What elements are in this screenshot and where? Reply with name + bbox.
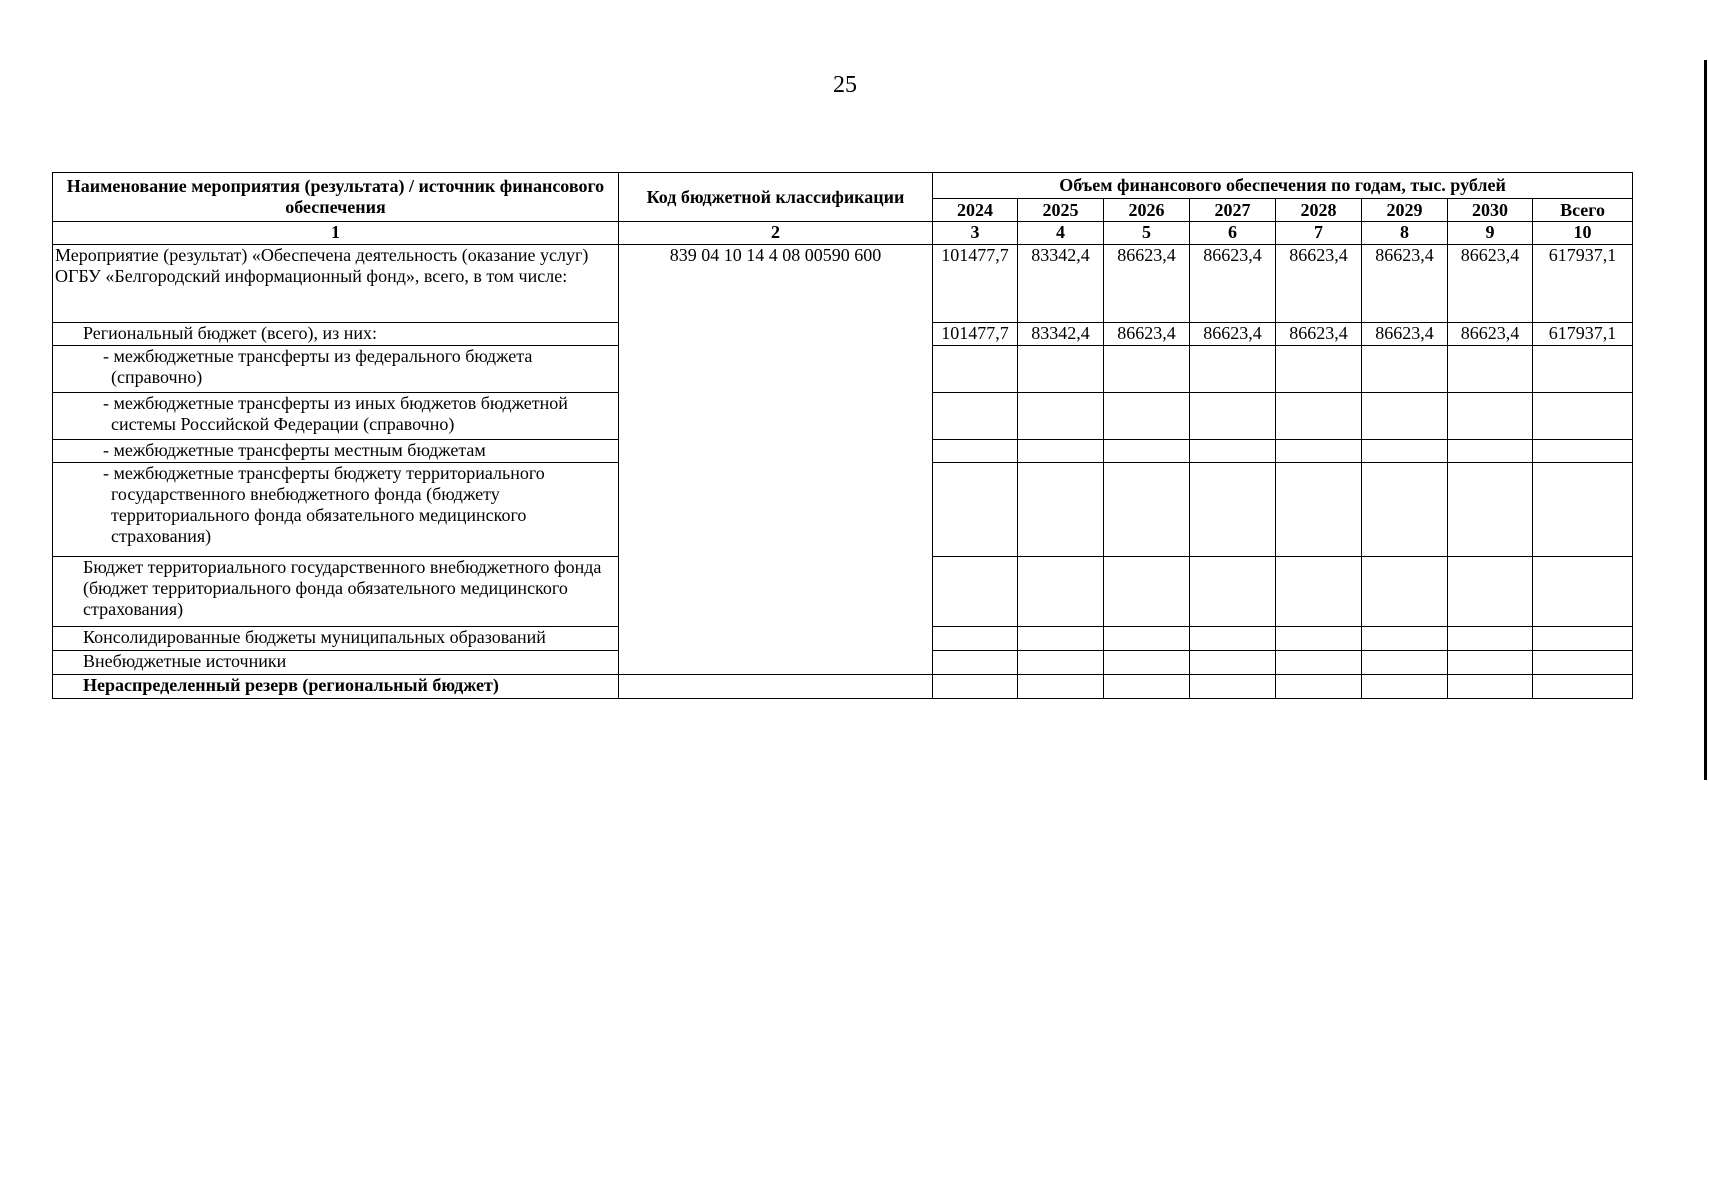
value-cell: 86623,4 <box>1362 245 1448 323</box>
row-name: - межбюджетные трансферты из иных бюджетов бюджетной системы Российской Федерации (справочно) <box>53 393 619 440</box>
value-cell <box>1276 557 1362 627</box>
row-name: - межбюджетные трансферты из федерального бюджета (справочно) <box>53 346 619 393</box>
budget-code: 839 04 10 14 4 08 00590 600 <box>619 245 933 675</box>
value-cell <box>1104 346 1190 393</box>
row-name: - межбюджетные трансферты местным бюджетам <box>53 440 619 463</box>
row-name: - межбюджетные трансферты бюджету территориального государственного внебюджетного фонда (бюджету территориального фонда обязательного медицинского страхования) <box>53 463 619 557</box>
column-numbers-row <box>53 222 1633 245</box>
value-cell: 86623,4 <box>1276 245 1362 323</box>
value-cell <box>1018 440 1104 463</box>
value-cell <box>1190 463 1276 557</box>
value-cell <box>1104 675 1190 699</box>
col-number: 7 <box>1276 222 1362 245</box>
value-cell: 101477,7 <box>933 323 1018 346</box>
value-cell <box>1018 393 1104 440</box>
value-cell <box>1190 393 1276 440</box>
value-cell <box>1190 440 1276 463</box>
value-cell <box>1104 440 1190 463</box>
value-cell: 86623,4 <box>1190 323 1276 346</box>
table-row <box>53 675 1633 699</box>
row-name: Региональный бюджет (всего), из них: <box>53 323 619 346</box>
value-cell <box>1018 651 1104 675</box>
col-number: 5 <box>1104 222 1190 245</box>
year-2025: 2025 <box>1018 199 1104 222</box>
value-cell <box>1448 346 1533 393</box>
value-cell <box>1533 440 1633 463</box>
value-cell <box>1104 393 1190 440</box>
value-cell <box>1104 557 1190 627</box>
value-cell: 86623,4 <box>1362 323 1448 346</box>
value-cell <box>1448 440 1533 463</box>
value-cell <box>933 627 1018 651</box>
col-number: 6 <box>1190 222 1276 245</box>
year-2026: 2026 <box>1104 199 1190 222</box>
header-code: Код бюджетной классификации <box>619 173 933 222</box>
value-cell <box>933 651 1018 675</box>
page-number: 25 <box>833 72 857 98</box>
value-cell <box>1448 557 1533 627</box>
header-name: Наименование мероприятия (результата) / источник финансового обеспечения <box>53 173 619 222</box>
value-cell <box>1362 675 1448 699</box>
row-name: Мероприятие (результат) «Обеспечена деятельность (оказание услуг) ОГБУ «Белгородский информационный фонд», всего, в том числе: <box>53 245 619 323</box>
value-cell <box>933 675 1018 699</box>
value-cell <box>1276 463 1362 557</box>
value-cell <box>1276 651 1362 675</box>
value-cell <box>933 557 1018 627</box>
financing-table <box>52 172 1633 699</box>
value-cell <box>1533 675 1633 699</box>
header-row <box>53 173 1633 199</box>
value-cell <box>1276 675 1362 699</box>
year-2029: 2029 <box>1362 199 1448 222</box>
value-cell: 101477,7 <box>933 245 1018 323</box>
col-number: 1 <box>53 222 619 245</box>
value-cell <box>1448 463 1533 557</box>
col-number: 3 <box>933 222 1018 245</box>
value-cell <box>1362 557 1448 627</box>
value-cell <box>1448 627 1533 651</box>
year-2030: 2030 <box>1448 199 1533 222</box>
value-cell <box>1018 557 1104 627</box>
value-cell <box>1362 463 1448 557</box>
value-cell <box>933 346 1018 393</box>
row-name: Бюджет территориального государственного внебюджетного фонда (бюджет территориального фонда обязательного медицинского страхования) <box>53 557 619 627</box>
value-cell <box>1533 346 1633 393</box>
value-cell <box>1190 651 1276 675</box>
value-cell <box>1104 651 1190 675</box>
row-name: Нераспределенный резерв (региональный бюджет) <box>53 675 619 699</box>
value-cell: 86623,4 <box>1276 323 1362 346</box>
value-cell <box>1190 557 1276 627</box>
budget-code <box>619 675 933 699</box>
value-cell: 86623,4 <box>1190 245 1276 323</box>
value-cell <box>1018 463 1104 557</box>
value-cell <box>1018 627 1104 651</box>
value-cell: 86623,4 <box>1448 323 1533 346</box>
value-cell <box>1276 393 1362 440</box>
value-cell <box>1018 346 1104 393</box>
value-cell <box>1448 393 1533 440</box>
value-cell <box>1276 440 1362 463</box>
value-cell <box>1362 440 1448 463</box>
value-cell <box>1104 627 1190 651</box>
col-number: 4 <box>1018 222 1104 245</box>
col-number: 10 <box>1533 222 1633 245</box>
value-cell <box>1533 557 1633 627</box>
header-volume: Объем финансового обеспечения по годам, тыс. рублей <box>933 173 1633 199</box>
value-cell <box>1104 463 1190 557</box>
value-cell <box>1533 393 1633 440</box>
table-row <box>53 245 1633 323</box>
value-cell: 86623,4 <box>1104 323 1190 346</box>
value-cell <box>1533 463 1633 557</box>
value-cell: 617937,1 <box>1533 323 1633 346</box>
value-cell: 83342,4 <box>1018 245 1104 323</box>
value-cell <box>933 393 1018 440</box>
value-cell <box>1018 675 1104 699</box>
value-cell <box>1276 346 1362 393</box>
value-cell <box>1362 393 1448 440</box>
value-cell: 617937,1 <box>1533 245 1633 323</box>
col-number: 8 <box>1362 222 1448 245</box>
year-2024: 2024 <box>933 199 1018 222</box>
value-cell <box>1448 675 1533 699</box>
value-cell <box>1362 346 1448 393</box>
value-cell <box>1190 627 1276 651</box>
value-cell <box>933 463 1018 557</box>
value-cell: 86623,4 <box>1104 245 1190 323</box>
value-cell <box>1276 627 1362 651</box>
col-number: 2 <box>619 222 933 245</box>
value-cell: 86623,4 <box>1448 245 1533 323</box>
row-name: Консолидированные бюджеты муниципальных образований <box>53 627 619 651</box>
value-cell <box>933 440 1018 463</box>
value-cell <box>1190 346 1276 393</box>
value-cell <box>1362 627 1448 651</box>
row-name: Внебюджетные источники <box>53 651 619 675</box>
col-number: 9 <box>1448 222 1533 245</box>
value-cell <box>1190 675 1276 699</box>
value-cell <box>1448 651 1533 675</box>
year-2028: 2028 <box>1276 199 1362 222</box>
year-total: Всего <box>1533 199 1633 222</box>
year-2027: 2027 <box>1190 199 1276 222</box>
value-cell <box>1533 627 1633 651</box>
value-cell <box>1533 651 1633 675</box>
scan-edge-mark <box>1704 60 1707 780</box>
value-cell <box>1362 651 1448 675</box>
value-cell: 83342,4 <box>1018 323 1104 346</box>
